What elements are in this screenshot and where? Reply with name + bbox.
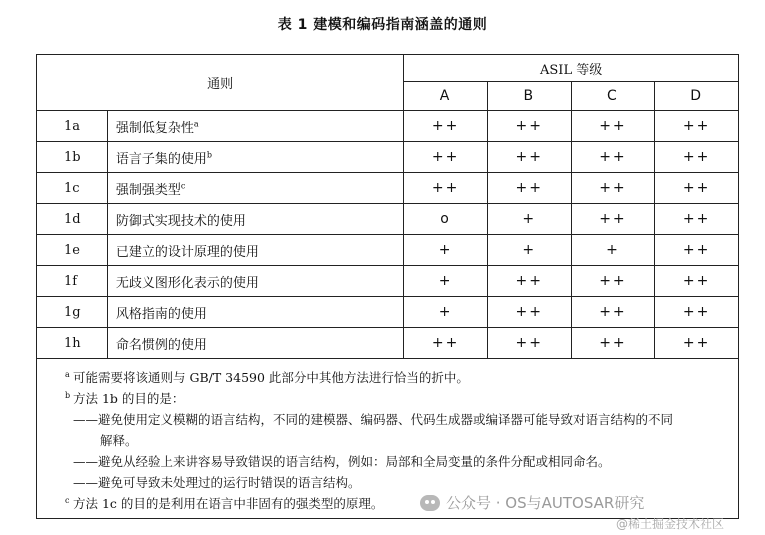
row-name: 无歧义图形化表示的使用: [115, 275, 259, 291]
table-row: [37, 173, 739, 204]
table-row: [37, 235, 739, 266]
row-id: 1a: [37, 111, 108, 142]
table-row: [37, 266, 739, 297]
row-name: 风格指南的使用: [115, 306, 207, 322]
asil-value-d: ++: [655, 111, 739, 142]
asil-value-b: ++: [487, 297, 571, 328]
table-body: [37, 111, 739, 359]
asil-value-c: ++: [571, 111, 655, 142]
asil-value-b: ++: [487, 328, 571, 359]
note-b: [65, 388, 728, 409]
asil-value-d: ++: [655, 266, 739, 297]
asil-value-a: +: [404, 235, 488, 266]
row-name: 命名惯例的使用: [115, 337, 207, 353]
asil-value-c: ++: [571, 266, 655, 297]
asil-value-a: o: [404, 204, 488, 235]
asil-value-d: ++: [655, 297, 739, 328]
row-id: 1f: [37, 266, 108, 297]
table-caption: 表 1 建模和编码指南涵盖的通则: [277, 17, 488, 33]
asil-value-a: +: [404, 297, 488, 328]
asil-value-c: +: [571, 235, 655, 266]
asil-value-c: ++: [571, 204, 655, 235]
asil-value-d: ++: [655, 173, 739, 204]
credit-watermark: @稀土掘金技术社区: [616, 517, 725, 531]
row-name: 已建立的设计原理的使用: [115, 244, 259, 260]
table-row: [37, 204, 739, 235]
row-name-cell: [107, 204, 403, 235]
row-name-cell: [107, 266, 403, 297]
row-name-cell: [107, 173, 403, 204]
asil-value-a: +: [404, 266, 488, 297]
row-name-cell: [107, 111, 403, 142]
note-b-item-1: ——避免使用定义模糊的语言结构，不同的建模器、编码器、代码生成器或编译器可能导致对语言结构的不同: [73, 412, 674, 427]
header-level-d: D: [655, 82, 739, 111]
table-row: [37, 328, 739, 359]
asil-value-a: ++: [404, 111, 488, 142]
note-b-mark: b: [65, 391, 71, 400]
row-name-cell: [107, 297, 403, 328]
rules-table: [36, 54, 739, 359]
header-level-c: C: [571, 82, 655, 111]
asil-value-a: ++: [404, 328, 488, 359]
note-b-item-2: ——避免从经验上来讲容易导致错误的语言结构，例如：局部和全局变量的条件分配或相同命名。: [73, 454, 611, 469]
row-name: 语言子集的使用: [115, 151, 207, 167]
row-name-cell: [107, 328, 403, 359]
footnote-marker: c: [180, 181, 186, 191]
row-name: 防御式实现技术的使用: [115, 213, 246, 229]
note-c-text: 方法 1c 的目的是利用在语言中非固有的强类型的原理。: [73, 496, 384, 511]
asil-value-b: ++: [487, 142, 571, 173]
asil-value-b: +: [487, 235, 571, 266]
asil-value-c: ++: [571, 142, 655, 173]
header-level-b: B: [487, 82, 571, 111]
asil-value-b: ++: [487, 173, 571, 204]
watermark-text: 公众号 · OS与AUTOSAR研究: [446, 494, 645, 512]
table-row: [37, 297, 739, 328]
asil-value-a: ++: [404, 173, 488, 204]
row-name: 强制低复杂性: [115, 120, 194, 136]
note-c-mark: c: [65, 496, 70, 505]
note-b-intro: 方法 1b 的目的是：: [73, 391, 185, 406]
row-id: 1h: [37, 328, 108, 359]
asil-value-b: +: [487, 204, 571, 235]
footnote-marker: b: [206, 150, 212, 160]
row-id: 1b: [37, 142, 108, 173]
note-b-item-3: ——避免可导致未处理过的运行时错误的语言结构。: [73, 475, 361, 490]
note-a: [65, 367, 728, 388]
header-asil: ASIL 等级: [404, 55, 739, 82]
row-name-cell: [107, 142, 403, 173]
table-row: [37, 111, 739, 142]
note-b-item-1-cont: 解释。: [100, 433, 138, 448]
row-id: 1d: [37, 204, 108, 235]
row-id: 1g: [37, 297, 108, 328]
asil-value-c: ++: [571, 297, 655, 328]
table-row: [37, 142, 739, 173]
asil-value-c: ++: [571, 328, 655, 359]
row-name: 强制强类型: [115, 182, 181, 198]
header-rule: 通则: [37, 55, 404, 111]
row-id: 1e: [37, 235, 108, 266]
note-a-mark: a: [65, 370, 70, 379]
note-a-text: 可能需要将该通则与 GB/T 34590 此部分中其他方法进行恰当的折中。: [73, 370, 469, 385]
watermark: [420, 492, 644, 513]
asil-value-c: ++: [571, 173, 655, 204]
footnote-marker: a: [193, 119, 199, 129]
row-id: 1c: [37, 173, 108, 204]
asil-value-b: ++: [487, 266, 571, 297]
asil-value-d: ++: [655, 142, 739, 173]
asil-value-a: ++: [404, 142, 488, 173]
asil-value-d: ++: [655, 235, 739, 266]
wechat-icon: [420, 495, 440, 511]
table-container: [36, 54, 739, 519]
row-name-cell: [107, 235, 403, 266]
header-level-a: A: [404, 82, 488, 111]
asil-value-b: ++: [487, 111, 571, 142]
asil-value-d: ++: [655, 204, 739, 235]
asil-value-d: ++: [655, 328, 739, 359]
